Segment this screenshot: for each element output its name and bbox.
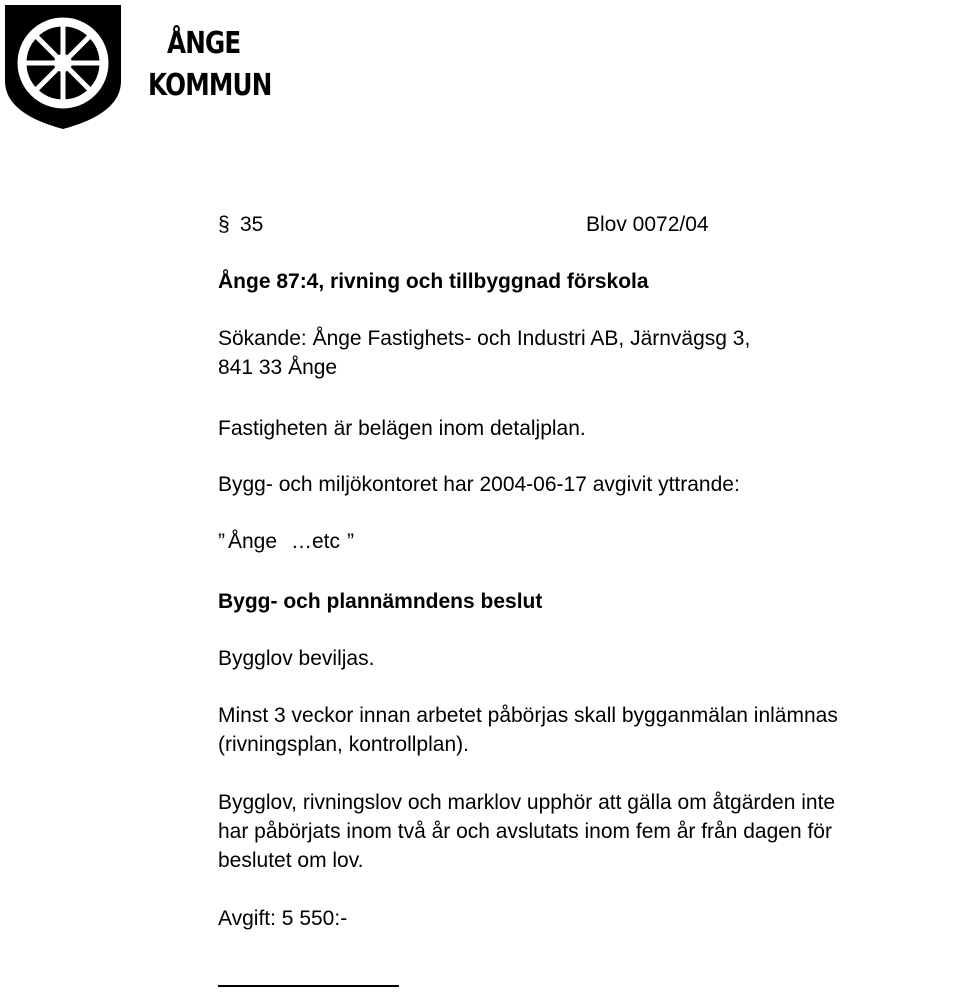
fee-line: Avgift: 5 550:- bbox=[218, 907, 348, 930]
logo-name-line1: ÅNGE bbox=[167, 26, 241, 61]
case-reference: Blov 0072/04 bbox=[586, 213, 709, 236]
validity-line-3: beslutet om lov. bbox=[218, 849, 364, 872]
quote-etc: etc bbox=[312, 530, 341, 553]
logo-name-line2: KOMMUN bbox=[148, 68, 272, 103]
quote-open-mark: ” bbox=[218, 530, 225, 553]
notice-line-2: (rivningsplan, kontrollplan). bbox=[218, 733, 469, 756]
document-title: Ånge 87:4, rivning och tillbyggnad förskola bbox=[218, 270, 649, 293]
quote-close-mark: ” bbox=[347, 530, 354, 553]
validity-line-2: har påbörjats inom två år och avslutats inom fem år från dagen för bbox=[218, 820, 832, 843]
decision-text: Bygglov beviljas. bbox=[218, 647, 375, 670]
wheel-emblem-icon bbox=[3, 3, 133, 131]
location-note: Fastigheten är belägen inom detaljplan. bbox=[218, 417, 586, 440]
notice-line-1: Minst 3 veckor innan arbetet påbörjas skall bygganmälan inlämnas bbox=[218, 704, 838, 727]
applicant-line-1: Sökande: Ånge Fastighets- och Industri AB, Järnvägsg 3, bbox=[218, 327, 751, 350]
decision-heading: Bygg- och plannämndens beslut bbox=[218, 590, 543, 613]
quote-word: Ånge bbox=[228, 530, 278, 553]
applicant-line-2: 841 33 Ånge bbox=[218, 356, 338, 379]
municipality-logo bbox=[3, 3, 272, 131]
section-number: 35 bbox=[240, 213, 264, 236]
quote-ellipsis: … bbox=[291, 530, 312, 553]
validity-line-1: Bygglov, rivningslov och marklov upphör att gälla om åtgärden inte bbox=[218, 791, 836, 814]
signature-rule bbox=[218, 985, 399, 987]
statement-intro: Bygg- och miljökontoret har 2004-06-17 avgivit yttrande: bbox=[218, 473, 740, 496]
section-mark: § bbox=[218, 213, 230, 236]
